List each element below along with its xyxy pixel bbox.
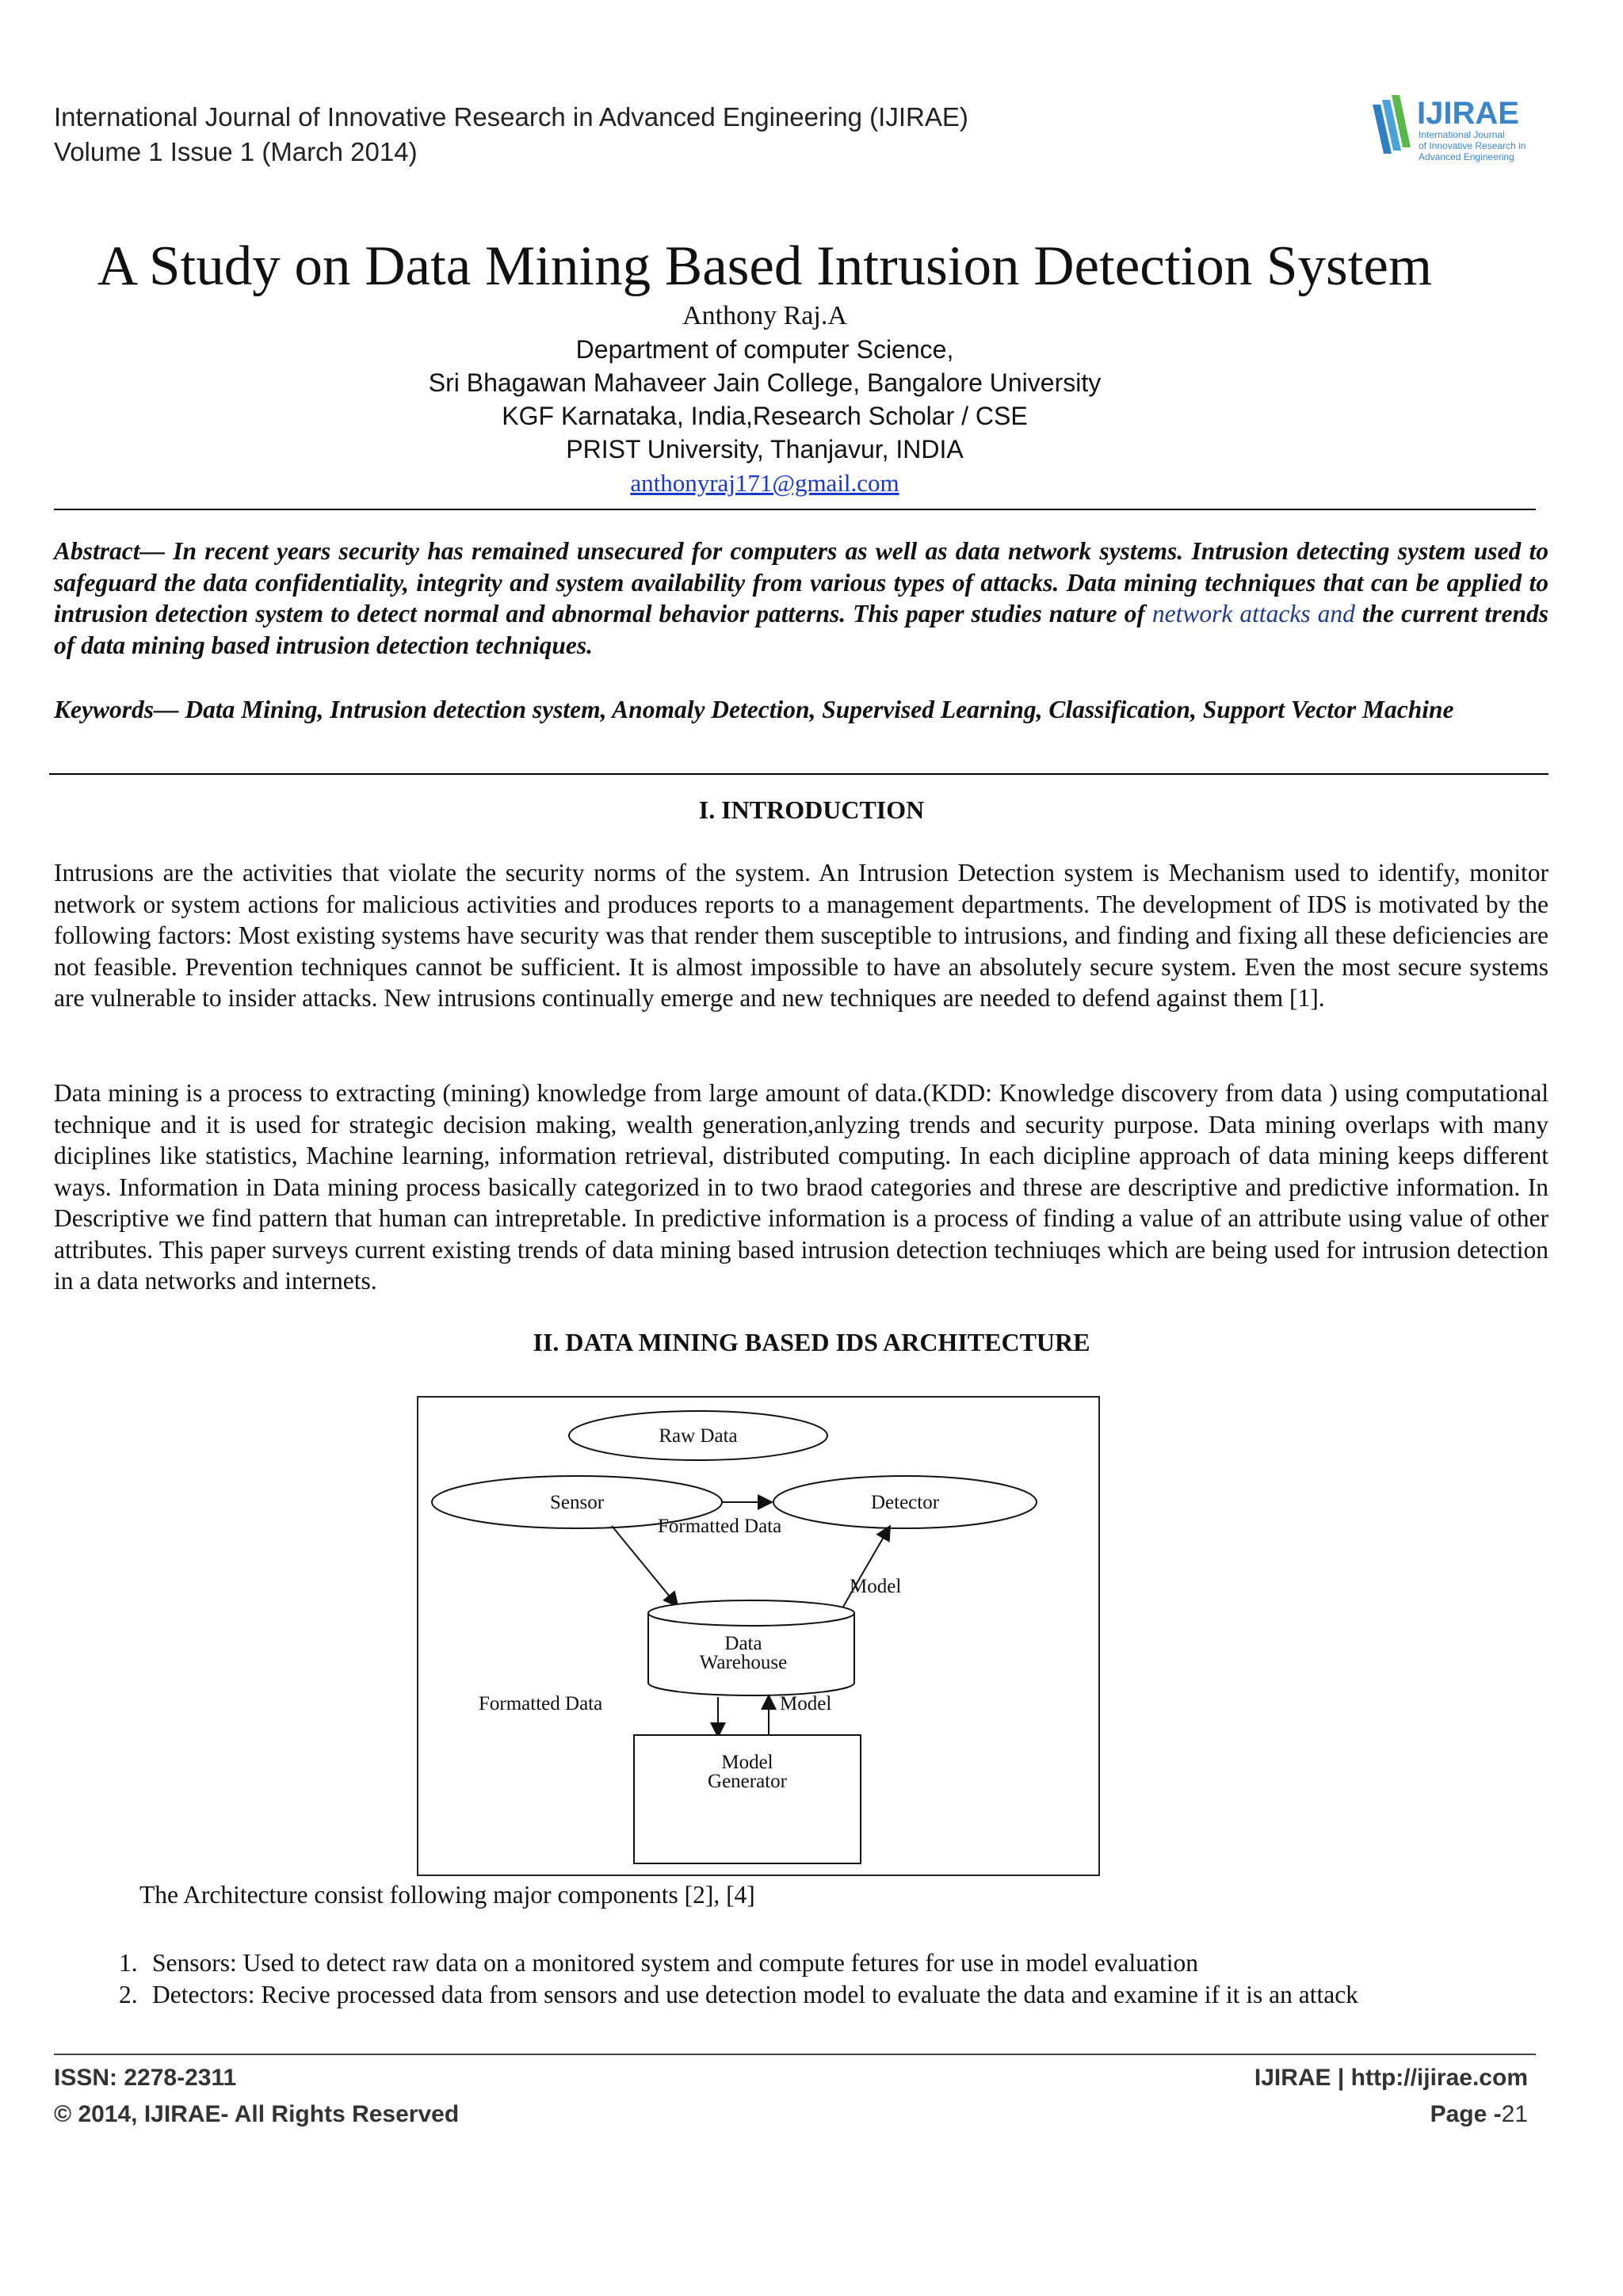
- intro-paragraph-2: Data mining is a process to extracting (mining) knowledge from large amount of data.(KDD: Knowledge discovery from data ) using computational technique and it is used for strategic decision making, wealth generation,anlyzing trends and security purpose. Data mining overlaps with many diciplines like statistics, Machine learning, information retrieval, distributed computing. In each dicipline approach of data mining keeps different ways. Information in Data mining process basically categorized in to two braod categories and threse are descriptive and predictive information. In Descriptive we find pattern that human can intrepretable. In predictive information is a process of finding a value of an attribute using value of other attributes. This paper surveys current existing trends of data mining based intrusion detection techniuqes which are being used for intrusion detection in a data networks and internets.: [54, 1079, 1549, 1295]
- footer-copyright: © 2014, IJIRAE- All Rights Reserved: [54, 2101, 460, 2127]
- detector-label: Detector: [870, 1492, 940, 1513]
- warehouse-label-line1: Data: [724, 1633, 762, 1654]
- journal-header: [54, 100, 968, 170]
- footer-issn: ISSN: 2278-2311: [54, 2065, 237, 2091]
- component-list: [119, 1947, 1358, 2011]
- header-divider: [54, 509, 1536, 510]
- sensor-label: Sensor: [549, 1492, 605, 1513]
- architecture-diagram: [417, 1396, 1100, 1876]
- list-item-number: 2.: [119, 1981, 138, 2008]
- generator-label-line2: Generator: [708, 1771, 787, 1792]
- keywords-divider: [49, 773, 1549, 775]
- section-heading-introduction: I. INTRODUCTION: [698, 795, 925, 824]
- section-heading-architecture: II. DATA MINING BASED IDS ARCHITECTURE: [533, 1328, 1090, 1356]
- intro-paragraph-1: Intrusions are the activities that violate the security norms of the system. An Intrusion Detection system is Mechanism used to identify, monitor network or system actions for malicious activities and produces reports to a management departments. The development of IDS is motivated by the following factors: Most existing systems have security was that render them susceptible to intrusions, and finding and fixing all these deficiencies are not feasible. Prevention techniques cannot be sufficient. It is almost impossible to have an absolutely secure system. Even the most secure systems are vulnerable to insider attacks. New intrusions continually emerge and new techniques are needed to defend against them [1].: [54, 859, 1549, 1012]
- ijirae-logo: [1368, 89, 1552, 168]
- logo-tagline-1: International Journal: [1419, 129, 1505, 140]
- footer-left: [54, 2060, 459, 2133]
- author-name: Anthony Raj.A: [682, 301, 847, 330]
- list-item-text: Sensors: Used to detect raw data on a monitored system and compute fetures for use in model evaluation: [152, 1949, 1199, 1977]
- author-email-link[interactable]: anthonyraj171@gmail.com: [630, 469, 899, 497]
- author-affiliation-line: Department of computer Science,: [575, 335, 954, 364]
- abstract-tail: the current trends of data mining based intrusion detection techniques.: [54, 600, 1549, 659]
- journal-volume: Volume 1 Issue 1 (March 2014): [54, 137, 418, 166]
- logo-mark-icon: [1368, 89, 1552, 168]
- figure-caption: The Architecture consist following major components [2], [4]: [139, 1881, 755, 1909]
- raw-data-label: Raw Data: [659, 1425, 738, 1447]
- formatted-data-label-bottom: Formatted Data: [479, 1693, 603, 1714]
- footer-site-link[interactable]: IJIRAE | http://ijirae.com: [1254, 2065, 1528, 2091]
- sensor-to-warehouse-arrow: [612, 1526, 677, 1605]
- list-item-number: 1.: [119, 1949, 138, 1977]
- author-block: [0, 299, 1529, 501]
- footer-right: [1094, 2060, 1528, 2133]
- model-label-bottom: Model: [780, 1693, 832, 1714]
- author-affiliation-line: PRIST University, Thanjavur, INDIA: [566, 435, 964, 463]
- logo-tagline-2: of Innovative Research in: [1419, 140, 1526, 151]
- journal-name: International Journal of Innovative Research in Advanced Engineering (IJIRAE): [54, 102, 968, 132]
- abstract-text: Abstract— In recent years security has remained unsecured for computers as well as data network systems. Intrusion detecting system used to safeguard the data confidentiality, integrity and system availability from various types of attacks. Data mining techniques that can be applied to intrusion detection system to detect normal and abnormal behavior patterns. This paper studies nature of: [54, 537, 1549, 627]
- page-label: Page -: [1430, 2101, 1502, 2127]
- author-affiliation-line: KGF Karnataka, India,Research Scholar / CSE: [502, 402, 1028, 430]
- abstract-highlight: network attacks and: [1151, 600, 1355, 627]
- list-item: [119, 1947, 1358, 1979]
- abstract: [54, 536, 1549, 661]
- warehouse-label-line2: Warehouse: [699, 1652, 788, 1673]
- generator-label-line1: Model: [721, 1752, 773, 1773]
- footer-page-number: [1094, 2096, 1528, 2133]
- logo-tagline-3: Advanced Engineering: [1419, 151, 1514, 162]
- formatted-data-label-top: Formatted Data: [658, 1516, 782, 1537]
- footer-divider: [54, 2054, 1536, 2055]
- model-label-right: Model: [850, 1576, 902, 1597]
- logo-name: IJIRAE: [1417, 96, 1519, 131]
- list-item-text: Detectors: Recive processed data from sensors and use detection model to evaluate the data and examine if it is an attack: [152, 1981, 1358, 2008]
- keywords: Keywords— Data Mining, Intrusion detection system, Anomaly Detection, Supervised Learning, Classification, Support Vector Machine: [54, 696, 1454, 723]
- paper-title: A Study on Data Mining Based Intrusion Detection System: [97, 235, 1433, 297]
- author-affiliation-line: Sri Bhagawan Mahaveer Jain College, Bangalore University: [428, 368, 1102, 397]
- page-num: 21: [1501, 2101, 1528, 2127]
- list-item: [119, 1979, 1358, 2011]
